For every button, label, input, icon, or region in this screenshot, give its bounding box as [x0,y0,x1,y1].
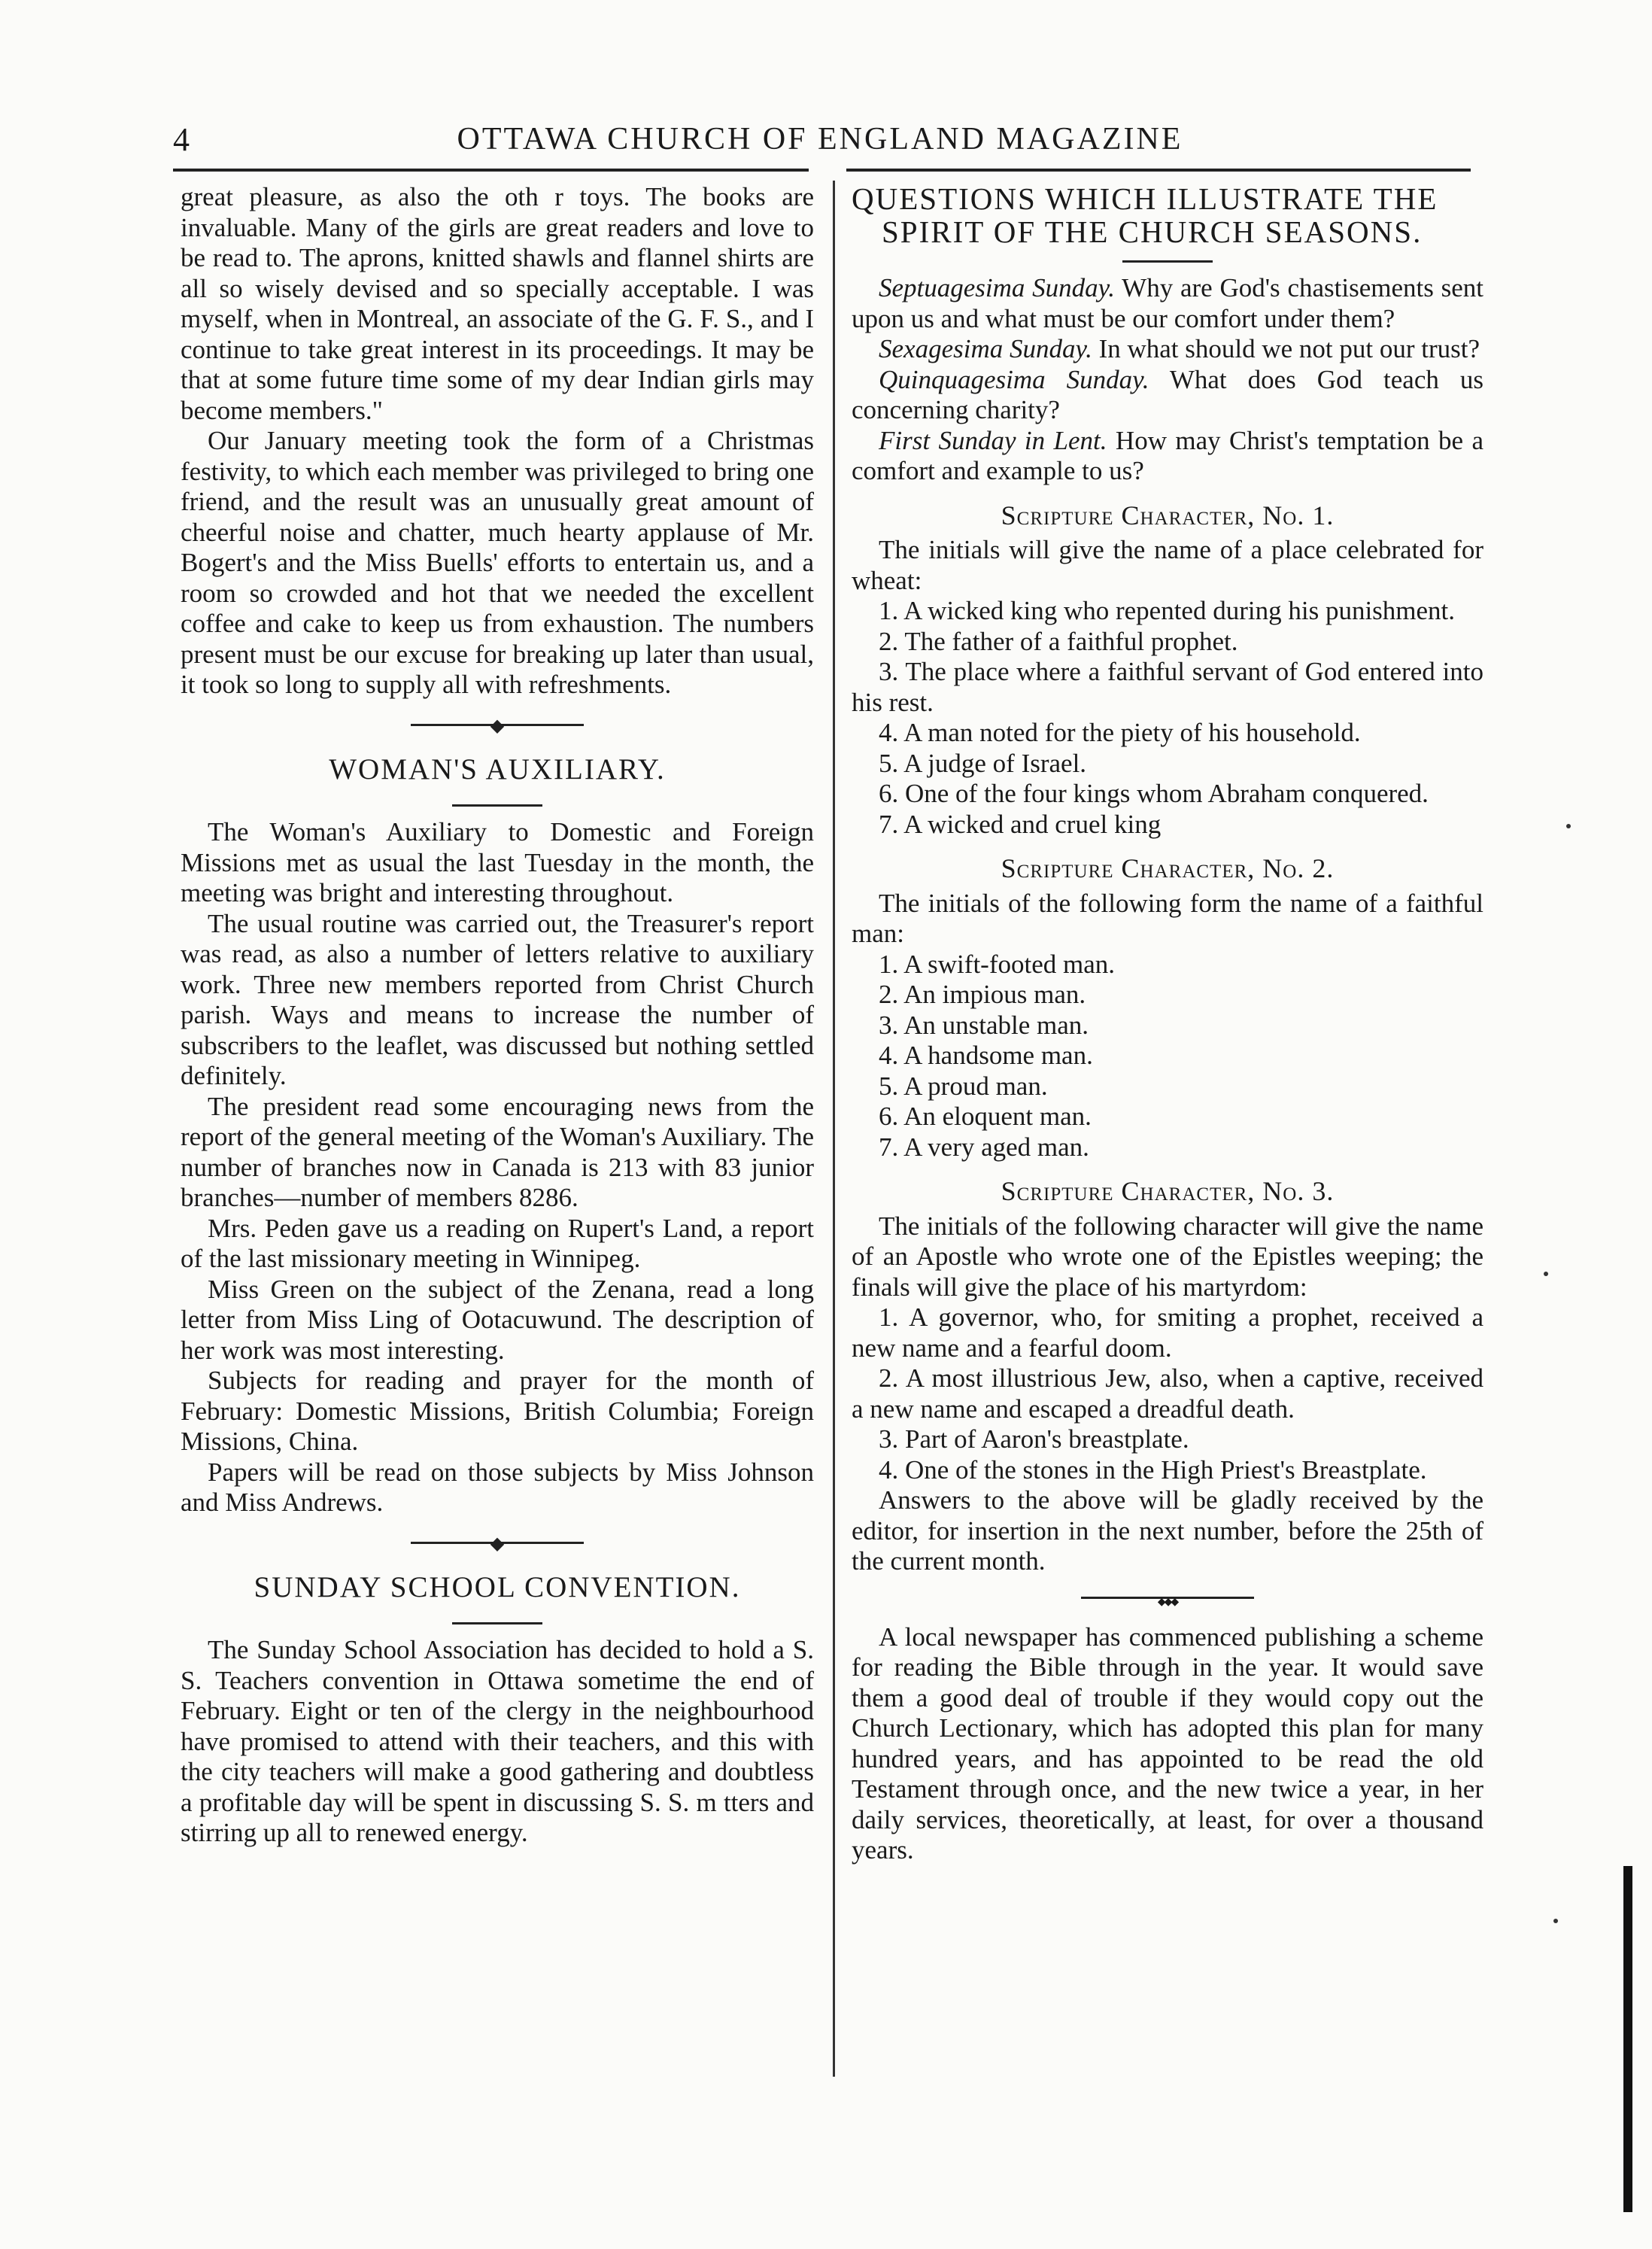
left-column [181,182,814,1849]
list-item: 6. One of the four kings whom Abraham conquered. [879,779,1429,808]
question-text: What does God teach us concerning charity? [852,364,1483,424]
paragraph: Papers will be read on those subjects by Miss Johnson and Miss Andrews. [181,1457,814,1517]
sunday-name: First Sunday in Lent. [879,425,1107,455]
scripture-character-1-heading: Scripture Character, No. 1. [1001,500,1335,530]
short-rule [452,1622,542,1624]
question-text: Why are God's chastisements sent upon us and what must be our comfort under them? [852,273,1483,333]
answers-note: Answers to the above will be gladly received by the editor, for insertion in the next number, before the 25th of the current month. [852,1485,1483,1576]
list-item: 1. A swift-footed man. [879,949,1115,979]
list-item: 1. A governor, who, for smiting a prophet, received a new name and a fearful doom. [852,1302,1483,1363]
sunday-name: Quinquagesima Sunday. [879,364,1149,394]
paragraph: Subjects for reading and prayer for the month of February: Domestic Missions, British Columbia; Foreign Missions, China. [181,1366,814,1456]
list-item: 5. A proud man. [879,1071,1048,1101]
scan-speck [1544,1272,1548,1276]
questions-heading-line2: SPIRIT OF THE CHURCH SEASONS. [882,214,1423,249]
list-item: 7. A wicked and cruel king [879,809,1162,839]
scripture-character-2-heading: Scripture Character, No. 2. [1001,853,1335,883]
list-item: 3. Part of Aaron's breastplate. [879,1424,1189,1454]
puzzle-list [852,1302,1483,1485]
short-rule [452,804,542,807]
paragraph: The president read some encouraging news from the report of the general meeting of the Woman's Auxiliary. The number of branches now in Canada is 213 with 83 junior branches—number of members 8286. [181,1091,814,1212]
list-item: 7. A very aged man. [879,1132,1089,1162]
sunday-name: Sexagesima Sunday. [879,334,1092,363]
section-ornament [411,716,584,734]
header-rule-left [173,169,809,172]
running-title: OTTAWA CHURCH OF ENGLAND MAGAZINE [457,122,1183,157]
question-item [852,334,1483,365]
list-item: 4. A man noted for the piety of his household. [879,718,1361,747]
question-text: In what should we not put our trust? [1092,334,1480,363]
list-item: 5. A judge of Israel. [879,748,1087,778]
list-item: 3. An unstable man. [879,1010,1089,1040]
scan-speck [1553,1919,1558,1923]
paragraph: Mrs. Peden gave us a reading on Rupert's Land, a report of the last missionary meeting in Winnipeg. [181,1213,814,1273]
question-item [852,426,1483,487]
header-rule-right [846,169,1471,172]
scan-edge-mark [1623,1866,1632,2212]
sunday-name: Septuagesima Sunday. [879,273,1116,302]
section-ornament [411,1533,584,1552]
paragraph: The Woman's Auxiliary to Domestic and Foreign Missions met as usual the last Tuesday in the month, the meeting was bright and interesting throughout. [181,817,814,907]
questions-heading [852,182,1483,248]
short-rule [1122,260,1213,263]
list-item: 4. One of the stones in the High Priest's Breastplate. [879,1454,1427,1485]
list-item: 2. The father of a faithful prophet. [879,626,1238,656]
puzzle-intro: The initials will give the name of a place celebrated for wheat: [852,535,1483,595]
scan-speck [1566,824,1571,828]
list-item: 3. The place where a faithful servant of God entered into his rest. [852,657,1483,717]
page-header [173,113,1467,166]
paragraph: Our January meeting took the form of a Christmas festivity, to which each member was privileged to bring one friend, and the result was an unusually great amount of cheerful noise and chatter, much hearty applause of Mr. Bogert's and the Miss Buells' efforts to entertain us, and a room so crowded and hot that we needed the excellent coffee and cake to keep us from exhaustion. The numbers present must be our excuse for breaking up later than usual, it took so long to supply all with refreshments. [181,426,814,699]
paragraph: Miss Green on the subject of the Zenana, read a long letter from Miss Ling of Ootacuwund. The description of her work was most interesting. [181,1274,814,1365]
question-text: How may Christ's temptation be a comfort and example to us? [852,425,1483,485]
section-heading-womans-auxiliary: WOMAN'S AUXILIARY. [329,752,666,786]
puzzle-intro: The initials of the following form the name of a faithful man: [852,888,1483,948]
question-item [852,273,1483,334]
paragraph: The usual routine was carried out, the Treasurer's report was read, as also a number of letters relative to auxiliary work. Three new members reported from Christ Church parish. Ways and means to increase the number of subscribers to the leaflet, was discussed but nothing settled definitely. [181,908,814,1090]
list-item: 6. An eloquent man. [879,1102,1092,1131]
question-item [852,365,1483,426]
list-item: 2. An impious man. [879,980,1086,1009]
puzzle-list [852,596,1483,840]
scripture-character-3-heading: Scripture Character, No. 3. [1001,1176,1335,1206]
list-item: 4. A handsome man. [879,1041,1093,1070]
puzzle-list [852,950,1483,1163]
questions-heading-line1: QUESTIONS WHICH ILLUSTRATE THE [852,181,1438,216]
section-heading-sunday-school: SUNDAY SCHOOL CONVENTION. [254,1570,741,1603]
paragraph: The Sunday School Association has decided to hold a S. S. Teachers convention in Ottawa sometime the end of February. Eight or ten of the clergy in the neighbourhood have promised to attend with their teachers, and this with the city teachers will make a good gathering and doubtless a profitable day will be spent in discussing S. S. m tters and stirring up all to renewed energy. [181,1635,814,1847]
page-number: 4 [173,120,190,158]
column-divider [833,181,835,2077]
list-item: 1. A wicked king who repented during his punishment. [879,596,1456,625]
right-column [852,182,1483,1866]
list-item: 2. A most illustrious Jew, also, when a captive, received a new name and escaped a dreadful death. [852,1363,1483,1424]
newspaper-note: A local newspaper has commenced publishing a scheme for reading the Bible through in the year. It would save them a good deal of trouble if they would copy out the Church Lectionary, which has adopted this plan for many hundred years, and has appointed to be read the old Testament through once, and the new twice a year, in her daily services, theoretically, at least, for over a thousand years. [852,1621,1483,1865]
section-ornament [1081,1591,1254,1604]
paragraph: great pleasure, as also the oth r toys. The books are invaluable. Many of the girls are great readers and love to be read to. The aprons, knitted shawls and flannel shirts are all so wisely devised and so specially acceptable. I was myself, when in Montreal, an associate of the G. F. S., and I continue to take great interest in its proceedings. It may be that at some future time some of my dear Indian girls may become members." [181,182,814,425]
puzzle-intro: The initials of the following character will give the name of an Apostle who wrote one of the Epistles weeping; the finals will give the place of his martyrdom: [852,1211,1483,1302]
